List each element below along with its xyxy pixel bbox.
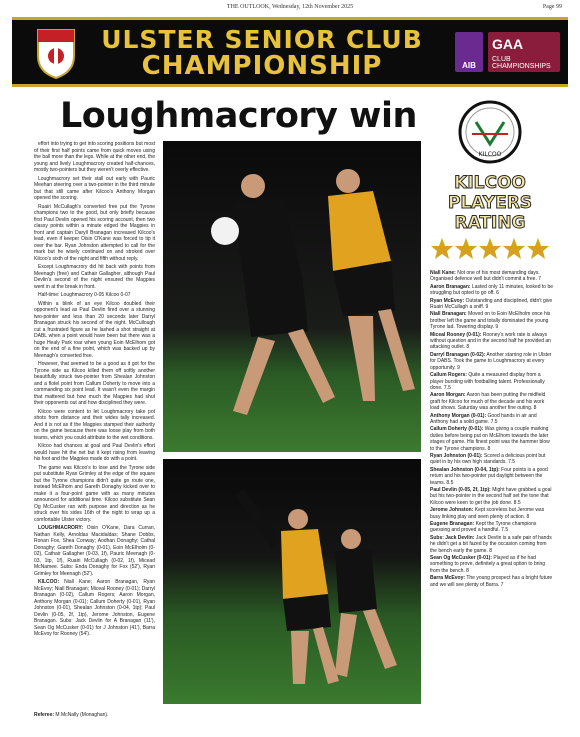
- page-header: [0, 0, 580, 14]
- kilcoo-team: Niall Kane; Aaron Branagan, Ryan McEvoy; Niall Branagan; Miceal Rooney (0-01); Darryl Branagan (0-02), Callum Rogers; Aaron Morgan, Anthony Morgan (0-01); Callum Doherty (0-01), Ryan Johnston (0-01), Shealan Johnston (0-04, 1tp); Paul Devlin (0-05, 2f, 1tp), Jerome Johnston, Eugene Branagan. Subs: Jack Devlin for A Branagan (11'), Sean Og McCusker (0-01) for J Johnston (41'), Barra McEvoy for Rooney (54').: [34, 579, 155, 637]
- player-name: Callum Rogers:: [430, 372, 467, 379]
- players-illustration: [163, 141, 421, 452]
- sidebar-title-2: PLAYERS: [447, 193, 533, 213]
- player-rating-text: Not one of his most demanding days. Organised defence well but didn't commit a free. 7: [430, 270, 542, 283]
- article-paragraph: Loughmacrory set their stall out early with Pauric Meehan steering over a two-pointer in the third minute but that still came after Kilcoo's Anthony Morgan opened the scoring.: [34, 175, 155, 201]
- player-rating-text: Jack Devlin is a safe pair of hands he didn't get a bit fazed by the occasion coming from the bench early the game. 8: [430, 534, 552, 554]
- player-name: Sean Og McCusker (0-01):: [430, 555, 492, 562]
- championship-banner: [12, 17, 568, 87]
- page-number: Page 99: [542, 4, 562, 10]
- kilcoo-lineup: [34, 579, 155, 638]
- player-rating-text: Kept scoreless but Jerome was busy linking play and seen plenty of action. 8: [430, 507, 545, 520]
- player-rating-text: Outstanding and disciplined, didn't give Ruairi McCullagh a sniff. 9: [430, 297, 553, 311]
- referee-label: Referee:: [34, 712, 55, 718]
- player-name: Aaron Morgan:: [430, 392, 466, 399]
- player-rating-text: Rooney's work rate is always without question and in the second half he provided an attacking outlet. 8: [430, 331, 551, 351]
- player-rating: [430, 535, 554, 554]
- article-paragraph: effort into trying to get into scoring positions but most of their first half points came from quick moves using the ball more than the legs. While at the other end, the young and lively Loughmacrory created half-chances, mostly two-pointers but they weren't overly effective.: [34, 141, 155, 173]
- gaa-logo-text: CLUB CHAMPIONSHIPS: [492, 56, 551, 70]
- player-rating: [430, 392, 554, 411]
- player-rating: [430, 372, 554, 391]
- article-body: [34, 141, 155, 640]
- player-rating-text: Might have grabbed a goal but his two-pointer in the second half set the tone that Kilcoo were keen to get the job done. 8.5: [430, 487, 552, 506]
- player-name: Subs: Jack Devlin:: [430, 534, 475, 541]
- player-rating-text: Moved on to Eoin McElholm once his brother left the game and totally dominated the young Tyrone lad. Towering display. 9: [430, 311, 551, 331]
- player-name: Shealan Johnston (0-04, 1tp):: [430, 466, 500, 473]
- player-rating: [430, 575, 554, 588]
- player-rating: [430, 453, 554, 466]
- article-paragraph: Kilcoo had chances at goal and Paul Devlin's effort would have hit the net but it kept rising from leaving his foot and the Magpies made do with a point.: [34, 443, 155, 462]
- gaa-club-championship-logo: [488, 32, 560, 72]
- player-name: Niall Branagan:: [430, 311, 467, 318]
- player-rating: [430, 521, 554, 534]
- player-name: Aaron Branagan:: [430, 283, 471, 290]
- rating-stars-icon: [431, 238, 549, 259]
- match-photo-2: [163, 459, 421, 704]
- article-paragraph: Except Loughmacrory did hit back with points from Meenagh (free) and Cathair Gallagher, although Paul Devlin's second of the night ensured the Magpies went in at the break in front.: [34, 264, 155, 290]
- player-name: Ryan McEvoy:: [430, 297, 465, 304]
- article-paragraph: Half-time: Loughmacrory 0-05 Kilcoo 0-07: [38, 292, 131, 298]
- player-rating: [430, 332, 554, 351]
- player-rating-text: The young prospect has a bright future and we will see plenty of Barra. 7: [430, 575, 553, 588]
- article-paragraph: Ruairi McCullagh's converted free put the Tyrone champions two to the good, but only briefly because first Paul Devlin opened his scoring account, then two classy points within a minute edged the Magpies in front and captain Daryll Branagan increased Kilcoo's lead, even if keeper Oisin O'Kane was forced to tip it over the bar. Ryan Johnston attempted to call for the mark but he wisely continued on and stroked over Kilcoo's sixth of the night and fifth without reply.: [34, 203, 155, 262]
- player-rating-text: Four points is a good return and his two-pointer put daylight between the teams. 8.5: [430, 466, 548, 486]
- player-name: Miceal Rooney (0-01):: [430, 331, 482, 338]
- player-rating-text: Kept the Tyrone champions guessing and proved a handful. 7.5: [430, 521, 537, 534]
- article-paragraph: Kilcoo were content to let Loughmacrory take pot shots from distance and their wides tally increased. And it is not as if the Magpies stamped their authority on the game because there was loose play from both teams, which you could attribute to the wet conditions.: [34, 408, 155, 441]
- player-name: Jerome Johnston:: [430, 507, 474, 514]
- player-name: Niall Kane:: [430, 270, 456, 276]
- player-name: Callum Doherty (0-01):: [430, 426, 484, 433]
- kilcoo-ratings-header: [428, 98, 552, 248]
- player-name: Barra McEvoy:: [430, 575, 466, 582]
- match-photo-1: [163, 141, 421, 452]
- crest-label: KILCOO: [478, 151, 502, 158]
- article-paragraph: Within a blink of an eye Kilcoo doubled their opponent's lead as Paul Devlin fired over a stunning two-pointer and less than 20 seconds later Darryl Branagan struck his second of the night. McCullough cut a frustrated figure as he lashed a shot straight at DABL when a point would have been but there was a huge Healy Park roar when young Eoin McElhom got on the end of a fine point, which was backed up by Meenagh's converted free.: [34, 300, 155, 359]
- player-rating: [430, 311, 554, 330]
- gaa-brand: GAA: [492, 36, 524, 52]
- player-rating-text: Good hands in air and Anthony had a solid game. 7.5: [430, 412, 537, 425]
- player-rating: [430, 270, 554, 283]
- sidebar-title-3: RATING: [454, 213, 526, 233]
- ulster-crest-icon: [34, 26, 78, 80]
- banner-title-line2: CHAMPIONSHIP: [141, 51, 383, 81]
- article-paragraph: However, that seemed to be a good as it got for the Tyrone side as Kilcoo killed them off softly another beautifully struck two-pointer from Shealan Johnston and a flotel point from Callum Doherty to move into a commanding six point lead. It wasn't even the margin that mattered but how much the Magpies had shut their opponents out and how disciplined they were.: [34, 361, 155, 406]
- referee-line: [34, 712, 108, 718]
- player-rating-text: Quite a measured display from a player bursting with footballing talent. Professionally done. 7.5: [430, 372, 545, 391]
- player-rating: [430, 352, 554, 371]
- player-name: Ryan Johnston (0-01):: [430, 452, 483, 459]
- player-ratings-list: [430, 270, 554, 589]
- player-rating: [430, 487, 554, 506]
- article-paragraph: The game was Kilcoo's to lose and the Tyrone side put substitute Ryan Grimley at the edge of the square but the Tyrone champions didn't quite go route one, instead McElhom and Gareth Donaghy kicked over to make it a four-point game with as many minutes announced for additional time. Kilcoo substitute Sean Og McCusker ran with purpose and direction as he struck over his sides 16th of the night to wrap up a comfortable Ulster victory.: [34, 464, 155, 523]
- banner-title-line1: ULSTER SENIOR CLUB: [101, 25, 423, 54]
- player-name: Eugene Branagan:: [430, 521, 475, 528]
- player-rating: [430, 413, 554, 426]
- kilcoo-label: KILCOO:: [38, 579, 60, 585]
- player-name: Paul Devlin (0-05, 2f, 1tp):: [430, 487, 491, 493]
- kilcoo-crest-icon: [428, 98, 552, 270]
- headline: Loughmacrory win: [60, 96, 417, 136]
- player-rating-text: Another starring role in Ulster for DABS. Took the game to Loughmacrory at every opportunity. 9: [430, 351, 552, 371]
- loughmacrory-lineup: [34, 525, 155, 577]
- player-rating: [430, 298, 554, 311]
- players-illustration: [163, 459, 421, 704]
- player-rating-text: Aaron has been putting the midfield graft for Kilcoo for much of the decade and his work load shows. Saturday was another fine outing. 8: [430, 392, 546, 412]
- player-rating: [430, 284, 554, 297]
- player-rating-text: Scored a delicious point but quiet in by his own high standards. 7.5: [430, 452, 546, 466]
- aib-logo: [455, 32, 483, 72]
- player-rating: [430, 555, 554, 574]
- player-rating-text: Played as if he had something to prove, definitely a great option to bring from the bench. 8: [430, 555, 546, 574]
- referee-name: M McNally (Monaghan).: [55, 712, 109, 718]
- player-rating-text: Lasted only 11 minutes, looked to be struggling but opted to go off. 6: [430, 283, 554, 297]
- sidebar-title-1: KILCOO: [454, 173, 526, 193]
- aib-logo-text: AIB: [462, 61, 476, 70]
- player-name: Anthony Morgan (0-01):: [430, 412, 487, 419]
- player-rating: [430, 467, 554, 486]
- loughmacrory-label: LOUGHMACRORY:: [38, 525, 83, 531]
- player-name: Darryl Branagan (0-02):: [430, 351, 486, 358]
- loughmacrory-team: Oisin O'Kane, Dara Curran, Nathan Kelly, Arnoldas Macidaldas; Shane Dobbs, Ronan Fox, Shea Conway; Aodhan Donaghy; Cathal Donaghy; Gareth Donaghy (0-01), Eoin McElholm (0-02), Cathair Gallagher (0-03, 1f), Pauric Meenagh (0-03, 1tp, 1f), Ruairi McCullagh (0-02, 1f), Micead McNamee. Subs: Enda Donaghy for Fox (52'), Ryan Grimley for Meenagh (52').: [34, 525, 155, 577]
- player-rating: [430, 426, 554, 452]
- player-rating: [430, 507, 554, 520]
- publication-dateline: THE OUTLOOK, Wednesday, 12th November 2025: [226, 4, 354, 10]
- player-rating-text: Was giving a couple marking duties before being put on McElhom towards the later stages of game. His finest point was the hammer blow to the Tyrone champions. 8: [430, 426, 550, 452]
